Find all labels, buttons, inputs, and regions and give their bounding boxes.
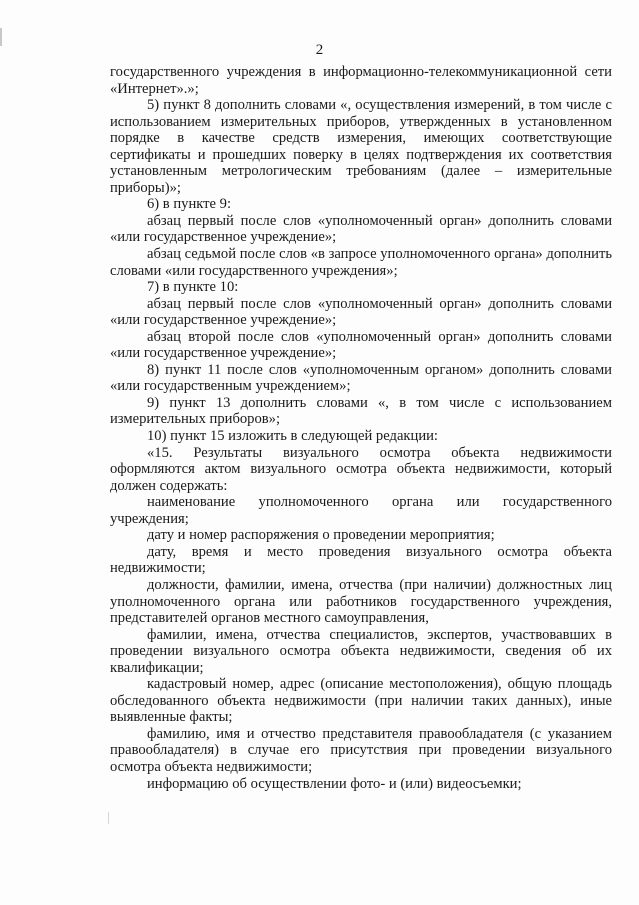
paragraph: государственного учреждения в информационно-телекоммуникационной сети «Интернет».»; [110, 64, 612, 97]
paragraph: «15. Результаты визуального осмотра объекта недвижимости оформляются актом визуального осмотра объекта недвижимости, который должен содержать: [110, 444, 612, 494]
page-number: 2 [315, 42, 324, 58]
paragraph: абзац седьмой после слов «в запросе уполномоченного органа» дополнить словами «или государственного учреждения»; [110, 246, 612, 279]
paragraph: кадастровый номер, адрес (описание местоположения), общую площадь обследованного объекта недвижимости (при наличии таких данных), иные выявленные факты; [110, 676, 612, 726]
paragraph: информацию об осуществлении фото- и (или) видеосъемки; [147, 775, 522, 792]
paragraph: дату и номер распоряжения о проведении мероприятия; [147, 527, 495, 544]
paragraph: наименование уполномоченного органа или государственного учреждения; [110, 494, 612, 527]
paragraph: 9) пункт 13 дополнить словами «, в том числе с использованием измерительных приборов»; [110, 394, 612, 428]
document-body [110, 64, 612, 792]
paragraph: абзац первый после слов «уполномоченный орган» дополнить словами «или государственное учреждение»; [110, 212, 612, 246]
scan-speck [108, 812, 109, 824]
paragraph: дату, время и место проведения визуального осмотра объекта недвижимости; [110, 543, 612, 577]
paragraph: абзац второй после слов «уполномоченный орган» дополнить словами «или государственное учреждение»; [110, 328, 612, 362]
paragraph: 6) в пункте 9: [147, 196, 232, 213]
paragraph: 10) пункт 15 изложить в следующей редакции: [147, 428, 438, 445]
paragraph: 7) в пункте 10: [147, 279, 239, 296]
paragraph: должности, фамилии, имена, отчества (при наличии) должностных лиц уполномоченного органа или работников государственного учреждения, представителей органов местного самоуправления, [110, 576, 612, 627]
paragraph: фамилию, имя и отчество представителя правообладателя (с указанием правообладателя) в случае его присутствия при проведении визуального осмотра объекта недвижимости; [110, 725, 612, 775]
paragraph: абзац первый после слов «уполномоченный орган» дополнить словами «или государственное учреждение»; [110, 295, 612, 329]
paragraph: фамилии, имена, отчества специалистов, экспертов, участвовавших в проведении визуального осмотра объекта недвижимости, сведения об их квалификации; [110, 626, 612, 676]
paragraph: 5) пункт 8 дополнить словами «, осуществления измерений, в том числе с использованием измерительных приборов, утвержденных в установленном порядке в качестве средств измерения, имеющих соответствующие сертификаты и прошедших поверку в целях подтверждения их соответствия установленным метрологическим требованиям (далее – измерительные приборы)»; [110, 97, 612, 196]
paragraph: 8) пункт 11 после слов «уполномоченным органом» дополнить словами «или государственным учреждением»; [110, 361, 612, 395]
